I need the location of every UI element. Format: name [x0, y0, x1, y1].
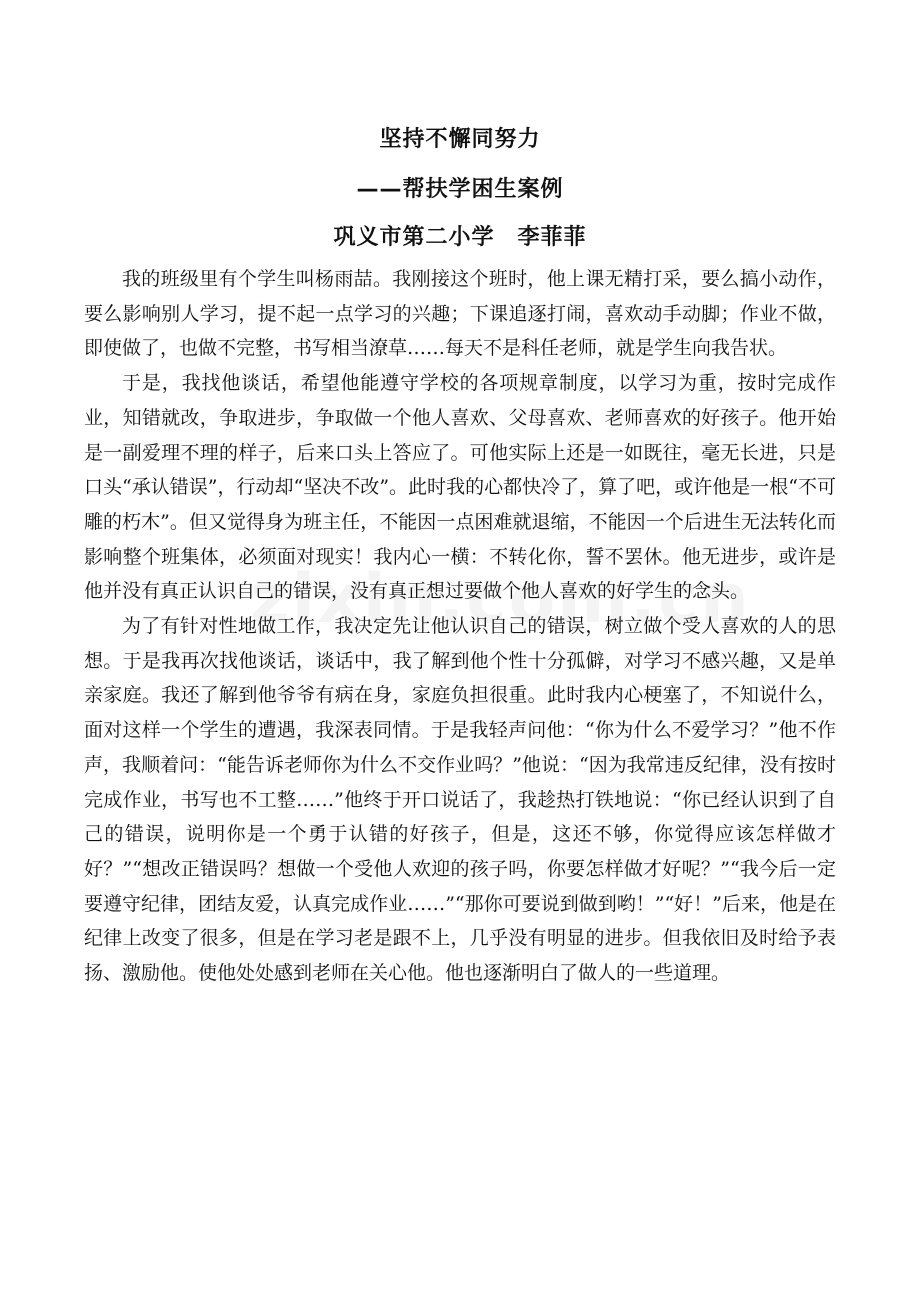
body-text	[84, 262, 836, 991]
document-title: 坚持不懈同努力	[379, 127, 541, 152]
author-line: 巩义市第二小学 李菲菲	[333, 225, 587, 250]
paragraph-1: 我的班级里有个学生叫杨雨喆。我刚接这个班时，他上课无精打采，要么搞小动作，要么影响别人学习，提不起一点学习的兴趣；下课追逐打闹，喜欢动手动脚；作业不做，即使做了，也做不完整，书写相当潦草……每天不是科任老师，就是学生向我告状。	[84, 268, 836, 360]
paragraph-3: 为了有针对性地做工作，我决定先让他认识自己的错误，树立做个受人喜欢的人的思想。于是我再次找他谈话，谈话中，我了解到他个性十分孤僻，对学习不感兴趣，又是单亲家庭。我还了解到他爷爷有病在身，家庭负担很重。此时我内心梗塞了，不知说什么，面对这样一个学生的遭遇，我深表同情。于是我轻声问他：“你为什么不爱学习？”他不作声，我顺着问：“能告诉老师你为什么不交作业吗？”他说：“因为我常违反纪律，没有按时完成作业，书写也不工整……”他终于开口说话了，我趁热打铁地说：“你已经认识到了自己的错误，说明你是一个勇于认错的好孩子，但是，这还不够，你觉得应该怎样做才好？”“想改正错误吗？想做一个受他人欢迎的孩子吗，你要怎样做才好呢？”“我今后一定要遵守纪律，团结友爱，认真完成作业……”“那你可要说到做到哟！”“好！”后来，他是在纪律上改变了很多，但是在学习老是跟不上，几乎没有明显的进步。但我依旧及时给予表扬、激励他。使他处处感到老师在关心他。他也逐渐明白了做人的一些道理。	[84, 615, 836, 985]
document-subtitle: ——帮扶学困生案例	[356, 177, 564, 202]
paragraph-2: 于是，我找他谈话，希望他能遵守学校的各项规章制度，以学习为重，按时完成作业，知错就改，争取进步，争取做一个他人喜欢、父母喜欢、老师喜欢的好孩子。他开始是一副爱理不理的样子，后来口头上答应了。可他实际上还是一如既往，毫无长进，只是口头“承认错误”，行动却“坚决不改”。此时我的心都快冷了，算了吧，或许他是一根“不可雕的朽木”。但又觉得身为班主任，不能因一点困难就退缩，不能因一个后进生无法转化而影响整个班集体，必须面对现实！我内心一横：不转化你，誓不罢休。他无进步，或许是他并没有真正认识自己的错误，没有真正想过要做个他人喜欢的好学生的念头。	[84, 372, 836, 603]
